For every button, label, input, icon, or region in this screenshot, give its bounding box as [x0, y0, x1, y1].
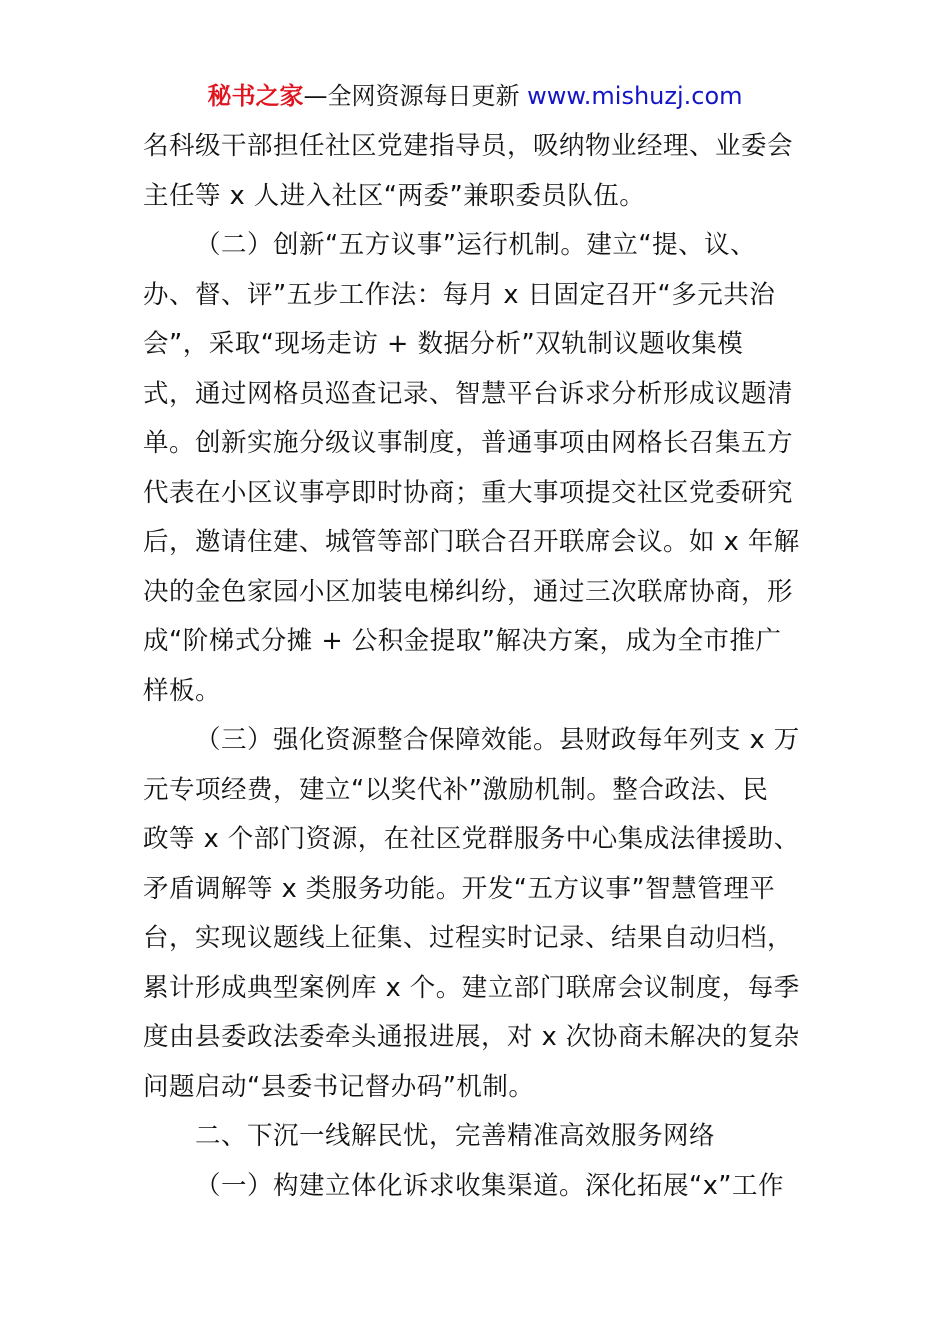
text-line: 累计形成典型案例库 x 个。建立部门联席会议制度，每季 [143, 972, 800, 1003]
text-line: 会”，采取“现场走访 + 数据分析”双轨制议题收集模 [143, 329, 744, 359]
text-line: 台，实现议题线上征集、过程实时记录、结果自动归档， [143, 923, 794, 953]
text-line: 单。创新实施分级议事制度，普通事项由网格长召集五方 [143, 428, 794, 458]
text-line: 主任等 x 人进入社区“两委”兼职委员队伍。 [143, 180, 646, 211]
text-line: 元专项经费，建立“以奖代补”激励机制。整合政法、民 [143, 774, 769, 805]
site-url-link[interactable]: www.mishuzj.com [527, 82, 743, 110]
text-line: 决的金色家园小区加装电梯纠纷，通过三次联席协商，形 [143, 576, 794, 607]
text-line: 成“阶梯式分摊 + 公积金提取”解决方案，成为全市推广 [143, 626, 782, 656]
site-tagline: —全网资源每日更新 [303, 82, 528, 110]
paragraph-heading: （三）强化资源整合保障效能。县财政每年列支 x 万 [195, 725, 800, 755]
text-line: 后，邀请住建、城管等部门联合召开联席会议。如 x 年解 [143, 527, 800, 557]
text-line: 名科级干部担任社区党建指导员，吸纳物业经理、业委会 [143, 131, 794, 161]
text-line: 政等 x 个部门资源，在社区党群服务中心集成法律援助、 [143, 824, 800, 854]
text-line: 式，通过网格员巡查记录、智慧平台诉求分析形成议题清 [143, 378, 794, 409]
text-line: 矛盾调解等 x 类服务功能。开发“五方议事”智慧管理平 [143, 873, 776, 904]
paragraph-heading: （二）创新“五方议事”运行机制。建立“提、议、 [195, 230, 757, 260]
site-header [0, 80, 950, 112]
text-line: 办、督、评”五步工作法：每月 x 日固定召开“多元共治 [143, 279, 776, 310]
site-brand: 秘书之家 [207, 82, 304, 110]
paragraph-heading: （一）构建立体化诉求收集渠道。深化拓展“x”工作 [195, 1170, 785, 1201]
document-body [143, 122, 815, 1211]
text-line: 样板。 [143, 675, 222, 706]
text-line: 代表在小区议事亭即时协商；重大事项提交社区党委研究 [143, 477, 794, 508]
section-heading: 二、下沉一线解民忧，完善精准高效服务网络 [195, 1121, 716, 1151]
text-line: 度由县委政法委牵头通报进展，对 x 次协商未解决的复杂 [143, 1022, 800, 1052]
text-line: 问题启动“县委书记督办码”机制。 [143, 1071, 535, 1102]
